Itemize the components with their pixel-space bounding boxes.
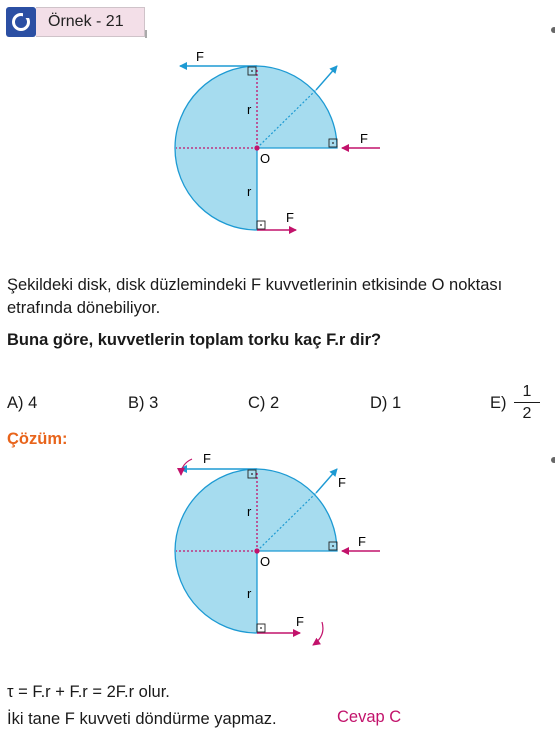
force-label: F bbox=[203, 451, 211, 466]
rotation-arrow-top bbox=[181, 459, 192, 475]
force-arrow-diagonal bbox=[316, 469, 337, 493]
radius-label: r bbox=[247, 102, 252, 117]
figure-1-disk bbox=[0, 0, 555, 260]
radius-label: r bbox=[247, 504, 252, 519]
question-prompt: Buna göre, kuvvetlerin toplam torku kaç F.r dir? bbox=[7, 331, 382, 349]
fraction-denominator: 2 bbox=[522, 405, 532, 422]
center-point bbox=[254, 548, 259, 553]
question-line-2: etrafında dönebiliyor. bbox=[7, 299, 161, 317]
fraction-numerator: 1 bbox=[522, 383, 532, 400]
figure-2-disk bbox=[0, 440, 555, 650]
center-label: O bbox=[260, 151, 271, 166]
force-label: F bbox=[296, 614, 304, 629]
option-e[interactable]: E) bbox=[490, 394, 507, 412]
option-b[interactable]: B) 3 bbox=[128, 394, 159, 412]
center-label: O bbox=[260, 554, 271, 569]
option-d[interactable]: D) 1 bbox=[370, 394, 402, 412]
force-label: F bbox=[360, 131, 368, 146]
force-label: F bbox=[286, 210, 294, 225]
option-a[interactable]: A) 4 bbox=[7, 394, 38, 412]
example-title: Örnek - 21 bbox=[48, 13, 124, 30]
force-arrow-diagonal bbox=[316, 66, 337, 90]
rotation-arrow-bottom bbox=[313, 622, 323, 645]
radius-label: r bbox=[247, 184, 252, 199]
solution-note: İki tane F kuvveti döndürme yapmaz. bbox=[7, 710, 277, 728]
solution-heading: Çözüm: bbox=[7, 430, 68, 448]
question-line-1: Şekildeki disk, disk düzlemindeki F kuvvetlerinin etkisinde O noktası bbox=[7, 276, 503, 294]
option-c[interactable]: C) 2 bbox=[248, 394, 280, 412]
answer-label: Cevap C bbox=[337, 708, 402, 726]
solution-equation: τ = F.r + F.r = 2F.r olur. bbox=[7, 683, 170, 701]
center-point bbox=[254, 145, 259, 150]
option-e-fraction bbox=[514, 383, 540, 423]
force-label: F bbox=[358, 534, 366, 549]
radius-label: r bbox=[247, 586, 252, 601]
force-label: F bbox=[196, 49, 204, 64]
force-label: F bbox=[338, 475, 346, 490]
